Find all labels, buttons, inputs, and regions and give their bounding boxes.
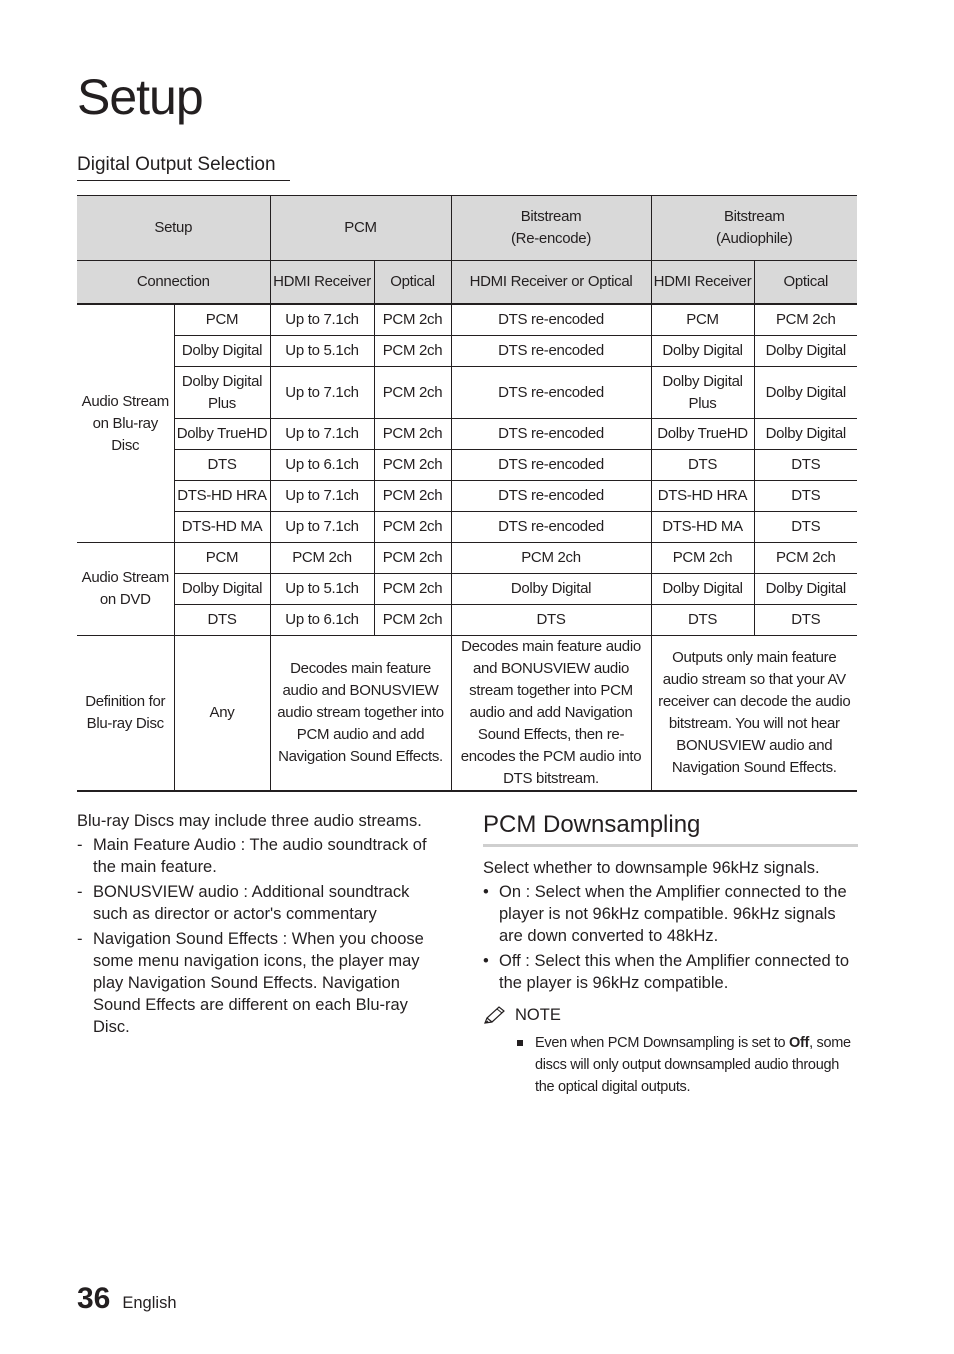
bullet-marker: • bbox=[483, 952, 489, 970]
stream-cell: DTS-HD HRA bbox=[174, 481, 270, 512]
pcm-downsampling-heading: PCM Downsampling bbox=[483, 810, 858, 847]
square-bullet-icon bbox=[517, 1040, 523, 1046]
stream-cell: PCM bbox=[174, 543, 270, 574]
pcm-optical-cell: PCM 2ch bbox=[374, 419, 451, 450]
header-pcm: PCM bbox=[270, 196, 451, 261]
note-text-before: Even when PCM Downsampling is set to bbox=[535, 1035, 790, 1051]
header-reencode-hdmi-optical: HDMI Receiver or Optical bbox=[451, 261, 651, 305]
audiophile-hdmi-cell: DTS bbox=[651, 605, 754, 636]
bullet-marker: • bbox=[483, 883, 489, 901]
option-on-text: : Select when the Amplifier connected to the player is not 96kHz compatible. 96kHz signals are down converted to 48kHz. bbox=[499, 883, 847, 945]
list-item bbox=[77, 834, 437, 878]
pcm-optical-cell: PCM 2ch bbox=[374, 481, 451, 512]
audiophile-hdmi-cell: DTS-HD HRA bbox=[651, 481, 754, 512]
pcm-optical-cell: PCM 2ch bbox=[374, 304, 451, 336]
list-item-text: BONUSVIEW audio : Additional soundtrack such as director or actor's commentary bbox=[93, 883, 410, 923]
pcm-optical-cell: PCM 2ch bbox=[374, 574, 451, 605]
list-item bbox=[483, 950, 858, 994]
pcm-hdmi-cell: Up to 7.1ch bbox=[270, 512, 374, 543]
header-bitstream-audiophile-line2: (Audiophile) bbox=[716, 230, 793, 247]
pcm-optical-cell: PCM 2ch bbox=[374, 605, 451, 636]
pcm-optical-cell: PCM 2ch bbox=[374, 512, 451, 543]
stream-cell: PCM bbox=[174, 304, 270, 336]
pcm-downsampling-section bbox=[483, 810, 858, 1098]
audiophile-optical-cell: DTS bbox=[754, 605, 857, 636]
page-number: 36 bbox=[77, 1282, 111, 1315]
page-footer bbox=[77, 1282, 177, 1316]
dash-marker: - bbox=[77, 930, 83, 948]
pcm-hdmi-cell: Up to 7.1ch bbox=[270, 419, 374, 450]
table-row bbox=[77, 574, 857, 605]
stream-cell: Dolby Digital bbox=[174, 336, 270, 367]
header-bitstream-reencode bbox=[451, 196, 651, 261]
list-item bbox=[77, 881, 437, 925]
audiophile-optical-cell: DTS bbox=[754, 450, 857, 481]
reencode-cell: Dolby Digital bbox=[451, 574, 651, 605]
stream-cell: Dolby Digital Plus bbox=[174, 367, 270, 419]
definition-row bbox=[77, 636, 857, 792]
pcm-hdmi-cell: Up to 5.1ch bbox=[270, 574, 374, 605]
pcm-optical-cell: PCM 2ch bbox=[374, 367, 451, 419]
list-item-text: Main Feature Audio : The audio soundtrack of the main feature. bbox=[93, 836, 427, 876]
audiophile-hdmi-cell: DTS bbox=[651, 450, 754, 481]
audiophile-optical-cell: Dolby Digital bbox=[754, 367, 857, 419]
page-title: Setup bbox=[77, 69, 203, 125]
header-pcm-optical: Optical bbox=[374, 261, 451, 305]
pcm-downsampling-intro: Select whether to downsample 96kHz signals. bbox=[483, 859, 820, 877]
header-bitstream-reencode-line2: (Re-encode) bbox=[510, 230, 592, 247]
table-header-row-1 bbox=[77, 196, 857, 261]
pcm-hdmi-cell: Up to 6.1ch bbox=[270, 450, 374, 481]
audiophile-hdmi-cell: PCM 2ch bbox=[651, 543, 754, 574]
group-label-bluray: Audio Stream on Blu-ray Disc bbox=[77, 304, 174, 543]
definition-any: Any bbox=[174, 636, 270, 792]
list-item bbox=[483, 881, 858, 947]
audio-streams-intro: Blu-ray Discs may include three audio streams. bbox=[77, 812, 422, 830]
audiophile-hdmi-cell: Dolby Digital bbox=[651, 336, 754, 367]
pcm-hdmi-cell: PCM 2ch bbox=[270, 543, 374, 574]
note-text-bold: Off bbox=[789, 1035, 810, 1051]
reencode-cell: DTS re-encoded bbox=[451, 481, 651, 512]
reencode-cell: DTS re-encoded bbox=[451, 512, 651, 543]
audiophile-optical-cell: Dolby Digital bbox=[754, 336, 857, 367]
header-bitstream-audiophile bbox=[651, 196, 857, 261]
note-label: NOTE bbox=[515, 1006, 561, 1024]
section-heading: Digital Output Selection bbox=[77, 154, 290, 181]
digital-output-table bbox=[77, 195, 857, 792]
audiophile-optical-cell: Dolby Digital bbox=[754, 574, 857, 605]
reencode-cell: PCM 2ch bbox=[451, 543, 651, 574]
header-bitstream-audiophile-line1: Bitstream bbox=[723, 208, 785, 225]
pcm-optical-cell: PCM 2ch bbox=[374, 336, 451, 367]
audiophile-optical-cell: PCM 2ch bbox=[754, 543, 857, 574]
pcm-optical-cell: PCM 2ch bbox=[374, 543, 451, 574]
footer-language: English bbox=[122, 1294, 177, 1312]
audiophile-hdmi-cell: Dolby Digital bbox=[651, 574, 754, 605]
pcm-hdmi-cell: Up to 5.1ch bbox=[270, 336, 374, 367]
option-off-label: Off bbox=[499, 952, 521, 970]
table-row bbox=[77, 419, 857, 450]
stream-cell: DTS bbox=[174, 605, 270, 636]
stream-cell: DTS-HD MA bbox=[174, 512, 270, 543]
option-off-text: : Select this when the Amplifier connected to the player is 96kHz compatible. bbox=[499, 952, 850, 992]
table-row bbox=[77, 450, 857, 481]
list-item-text: Navigation Sound Effects : When you choose some menu navigation icons, the player may play Navigation Sound Effects. Navigation Sound Effects are different on each Blu-ray Disc. bbox=[93, 930, 424, 1036]
stream-cell: DTS bbox=[174, 450, 270, 481]
definition-pcm: Decodes main feature audio and BONUSVIEW audio stream together into PCM audio and add Navigation Sound Effects. bbox=[270, 636, 451, 792]
dash-marker: - bbox=[77, 883, 83, 901]
table-row bbox=[77, 512, 857, 543]
audiophile-hdmi-cell: PCM bbox=[651, 304, 754, 336]
table-row bbox=[77, 605, 857, 636]
pcm-hdmi-cell: Up to 7.1ch bbox=[270, 367, 374, 419]
table-row bbox=[77, 367, 857, 419]
table-row bbox=[77, 304, 857, 336]
note-text-after: , some discs will only output downsampled audio through the optical digital outputs. bbox=[535, 1035, 851, 1095]
note-text bbox=[517, 1032, 858, 1098]
audiophile-optical-cell: PCM 2ch bbox=[754, 304, 857, 336]
audiophile-optical-cell: DTS bbox=[754, 481, 857, 512]
reencode-cell: DTS re-encoded bbox=[451, 367, 651, 419]
pcm-hdmi-cell: Up to 6.1ch bbox=[270, 605, 374, 636]
header-pcm-hdmi: HDMI Receiver bbox=[270, 261, 374, 305]
audiophile-optical-cell: Dolby Digital bbox=[754, 419, 857, 450]
reencode-cell: DTS re-encoded bbox=[451, 304, 651, 336]
definition-reencode: Decodes main feature audio and BONUSVIEW audio stream together into PCM audio and add Navigation Sound Effects, then re-encodes the PCM audio into DTS bitstream. bbox=[451, 636, 651, 792]
header-audiophile-hdmi: HDMI Receiver bbox=[651, 261, 754, 305]
header-bitstream-reencode-line1: Bitstream bbox=[520, 208, 582, 225]
option-on-label: On bbox=[499, 883, 522, 901]
audiophile-optical-cell: DTS bbox=[754, 512, 857, 543]
reencode-cell: DTS re-encoded bbox=[451, 336, 651, 367]
pcm-hdmi-cell: Up to 7.1ch bbox=[270, 304, 374, 336]
pcm-hdmi-cell: Up to 7.1ch bbox=[270, 481, 374, 512]
note-body bbox=[483, 1032, 858, 1098]
audiophile-hdmi-cell: DTS-HD MA bbox=[651, 512, 754, 543]
note-header bbox=[483, 1004, 858, 1026]
stream-cell: Dolby TrueHD bbox=[174, 419, 270, 450]
dash-marker: - bbox=[77, 836, 83, 854]
table-row bbox=[77, 336, 857, 367]
table-header-row-2 bbox=[77, 261, 857, 305]
header-connection: Connection bbox=[77, 261, 270, 305]
reencode-cell: DTS re-encoded bbox=[451, 419, 651, 450]
table-row bbox=[77, 543, 857, 574]
stream-cell: Dolby Digital bbox=[174, 574, 270, 605]
reencode-cell: DTS re-encoded bbox=[451, 450, 651, 481]
table-row bbox=[77, 481, 857, 512]
audiophile-hdmi-cell: Dolby TrueHD bbox=[651, 419, 754, 450]
definition-audiophile: Outputs only main feature audio stream so that your AV receiver can decode the audio bitstream. You will not hear BONUSVIEW audio and Navigation Sound Effects. bbox=[651, 636, 857, 792]
header-audiophile-optical: Optical bbox=[754, 261, 857, 305]
reencode-cell: DTS bbox=[451, 605, 651, 636]
group-label-dvd: Audio Stream on DVD bbox=[77, 543, 174, 636]
header-setup: Setup bbox=[77, 196, 270, 261]
pcm-optical-cell: PCM 2ch bbox=[374, 450, 451, 481]
audiophile-hdmi-cell: Dolby Digital Plus bbox=[651, 367, 754, 419]
pencil-icon bbox=[483, 1005, 507, 1025]
list-item bbox=[77, 928, 437, 1038]
audio-streams-info bbox=[77, 810, 437, 1041]
definition-label: Definition for Blu-ray Disc bbox=[77, 636, 174, 792]
